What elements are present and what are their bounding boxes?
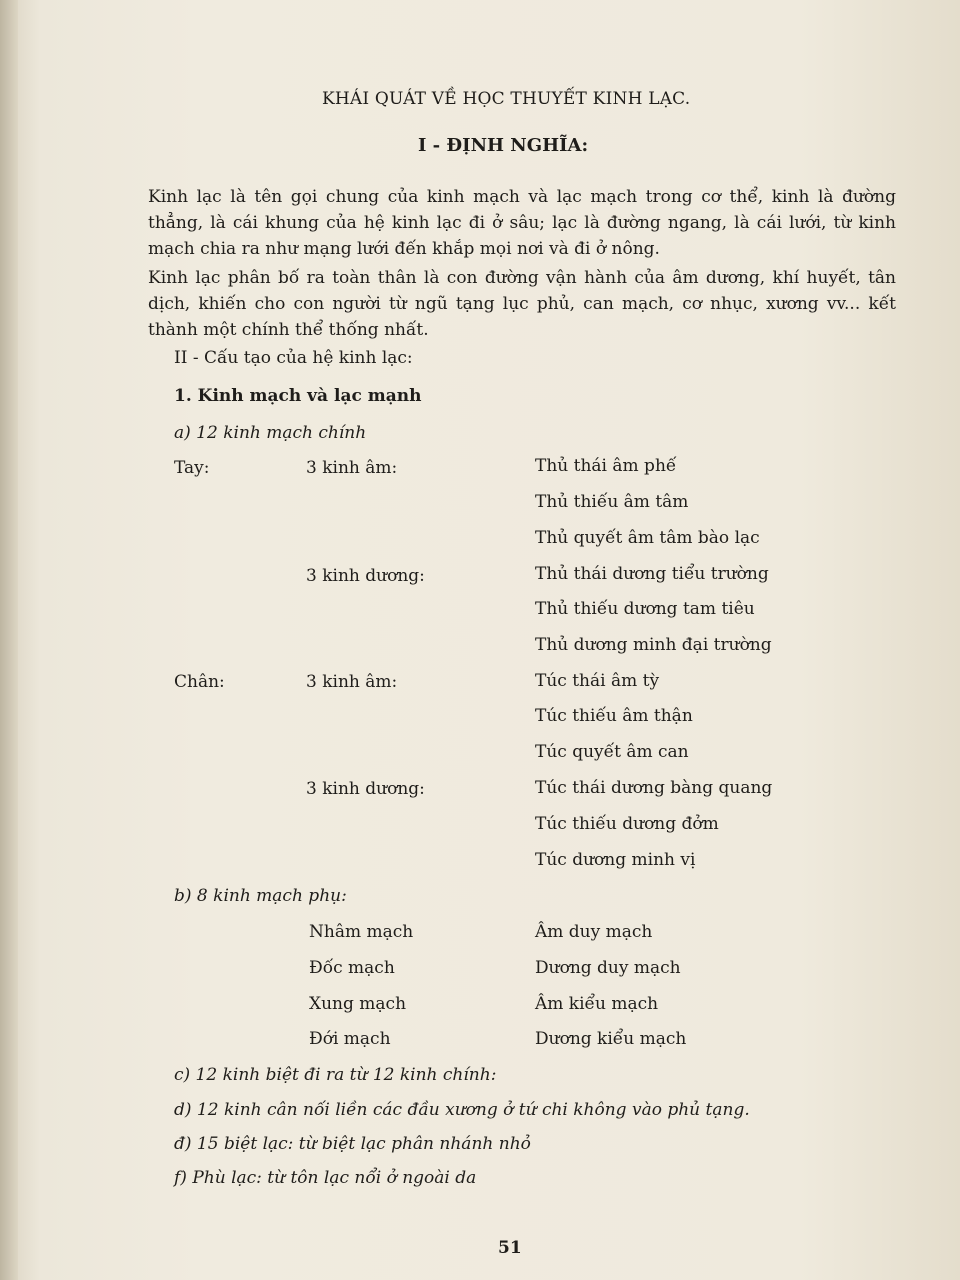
tay-duong-label: 3 kinh dương: (306, 566, 425, 586)
meridian-item: Thủ thiếu âm tâm (535, 492, 689, 512)
chan-duong-label: 3 kinh dương: (306, 779, 425, 799)
paragraph-definition-1 (148, 184, 896, 262)
paragraph-definition-1-text: Kinh lạc là tên gọi chung của kinh mạch và lạc mạch trong cơ thể, kinh là đường thẳng, là cái khung của hệ kinh lạc đi ở sâu; lạc là đường ngang, là cái lưới, từ kinh mạch chia ra như mạng lưới đến khắp mọi nơi và đi ở nông. (148, 187, 896, 259)
meridian-item: Túc dương minh vị (535, 850, 696, 870)
extra-meridian-item: Dương kiểu mạch (535, 1029, 687, 1049)
tay-label: Tay: (174, 458, 210, 478)
meridian-item: Thủ thái dương tiểu trường (535, 564, 769, 584)
meridian-item: Túc quyết âm can (535, 742, 689, 762)
extra-meridian-item: Dương duy mạch (535, 958, 681, 978)
page-title: KHÁI QUÁT VỀ HỌC THUYẾT KINH LẠC. (322, 89, 691, 109)
extra-meridian-item: Âm duy mạch (535, 922, 653, 942)
extra-meridian-item: Âm kiểu mạch (535, 994, 659, 1014)
meridian-item: Túc thiếu âm thận (535, 706, 693, 726)
section-2-heading: II - Cấu tạo của hệ kinh lạc: (174, 348, 413, 368)
subsection-1dd-label: đ) 15 biệt lạc: từ biệt lạc phân nhánh nhỏ (174, 1134, 531, 1154)
meridian-item: Túc thái dương bàng quang (535, 778, 773, 798)
extra-meridian-item: Nhâm mạch (309, 922, 414, 942)
meridian-item: Thủ quyết âm tâm bào lạc (535, 528, 760, 548)
subsection-1-heading: 1. Kinh mạch và lạc mạnh (174, 386, 422, 406)
subsection-1a-label: a) 12 kinh mạch chính (174, 423, 367, 443)
subsection-1c-label: c) 12 kinh biệt đi ra từ 12 kinh chính: (174, 1065, 497, 1085)
page-binding-shadow (0, 0, 18, 1280)
chan-label: Chân: (174, 672, 225, 692)
meridian-item: Thủ thái âm phế (535, 456, 677, 476)
extra-meridian-item: Đới mạch (309, 1029, 391, 1049)
chan-am-label: 3 kinh âm: (306, 672, 398, 692)
meridian-item: Túc thái âm tỳ (535, 671, 660, 691)
section-1-heading: I - ĐỊNH NGHĨA: (418, 135, 589, 156)
page-number: 51 (498, 1238, 522, 1258)
tay-am-label: 3 kinh âm: (306, 458, 398, 478)
meridian-item: Thủ dương minh đại trường (535, 635, 772, 655)
meridian-item: Túc thiếu dương đởm (535, 814, 719, 834)
paragraph-definition-2-text: Kinh lạc phân bố ra toàn thân là con đường vận hành của âm dương, khí huyết, tân dịch, khiến cho con người từ ngũ tạng lục phủ, can mạch, cơ nhục, xương vv... kết thành một chính thể thống nhất. (148, 268, 896, 340)
extra-meridian-item: Xung mạch (309, 994, 407, 1014)
meridian-item: Thủ thiếu dương tam tiêu (535, 599, 755, 619)
subsection-1f-label: f) Phù lạc: từ tôn lạc nổi ở ngoài da (174, 1168, 477, 1188)
extra-meridian-item: Đốc mạch (309, 958, 395, 978)
subsection-1d-label: d) 12 kinh cân nối liền các đầu xương ở tứ chi không vào phủ tạng. (174, 1100, 750, 1120)
paragraph-definition-2 (148, 265, 896, 343)
subsection-1b-label: b) 8 kinh mạch phụ: (174, 886, 347, 906)
